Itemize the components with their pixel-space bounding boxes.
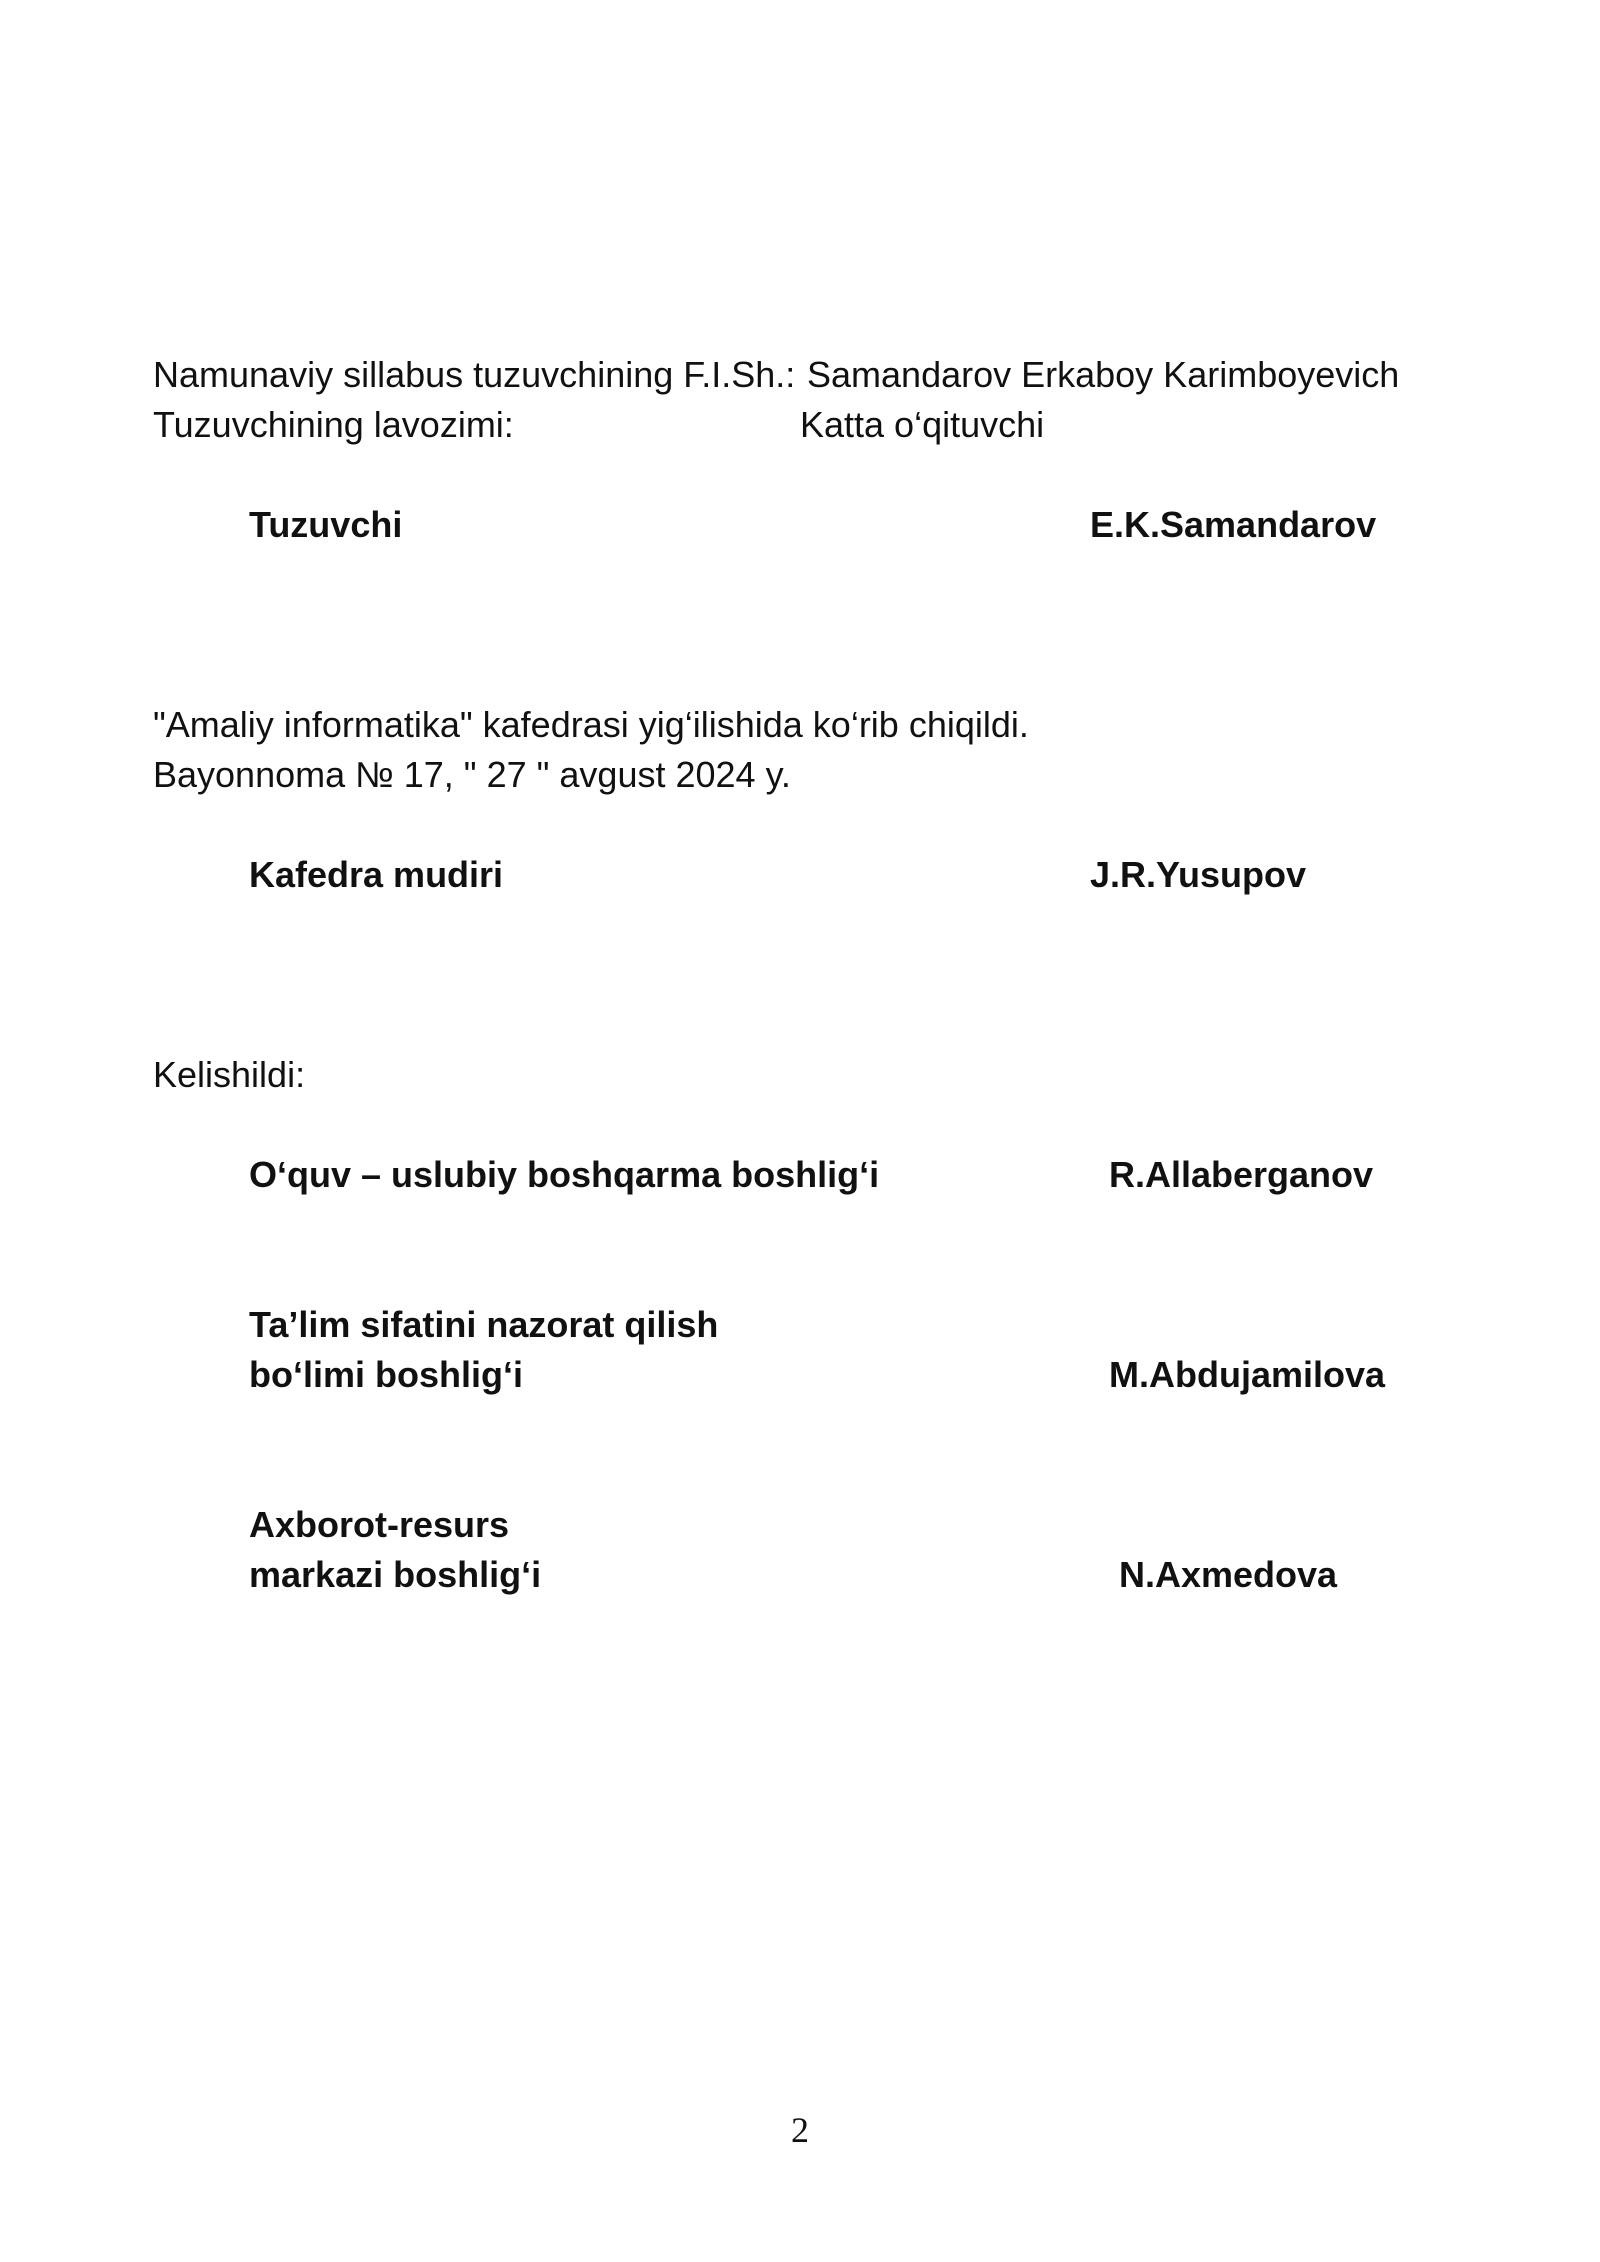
department-review-text: "Amaliy informatika" kafedrasi yig‘ilishida ko‘rib chiqildi. (153, 704, 1029, 745)
author-name-label: Namunaviy sillabus tuzuvchining F.I.Sh.: (153, 354, 796, 395)
signatory-role: Ta’lim sifatini nazorat qilish (249, 1304, 719, 1345)
signatory-name: N.Axmedova (1119, 1554, 1338, 1595)
signatory-role: O‘quv – uslubiy boshqarma boshlig‘i (249, 1154, 880, 1195)
signatory-role: Axborot-resurs (249, 1504, 510, 1545)
page-number: 2 (791, 2110, 809, 2150)
signatory-name: M.Abdujamilova (1109, 1354, 1386, 1395)
protocol-line: Bayonnoma № 17, " 27 " avgust 2024 y. (153, 754, 791, 795)
head-role: Kafedra mudiri (249, 854, 504, 895)
signatory-role-continued: bo‘limi boshlig‘i (249, 1354, 523, 1395)
signatory-name: R.Allaberganov (1109, 1154, 1374, 1195)
compiler-role: Tuzuvchi (249, 504, 403, 545)
author-position-label: Tuzuvchining lavozimi: (153, 404, 514, 445)
compiler-name: E.K.Samandarov (1090, 504, 1377, 545)
signatory-role-continued: markazi boshlig‘i (249, 1554, 542, 1595)
author-position-value: Katta o‘qituvchi (800, 404, 1045, 445)
author-name-value: Samandarov Erkaboy Karimboyevich (807, 354, 1400, 395)
head-name: J.R.Yusupov (1090, 854, 1307, 895)
agreed-heading: Kelishildi: (153, 1054, 306, 1095)
